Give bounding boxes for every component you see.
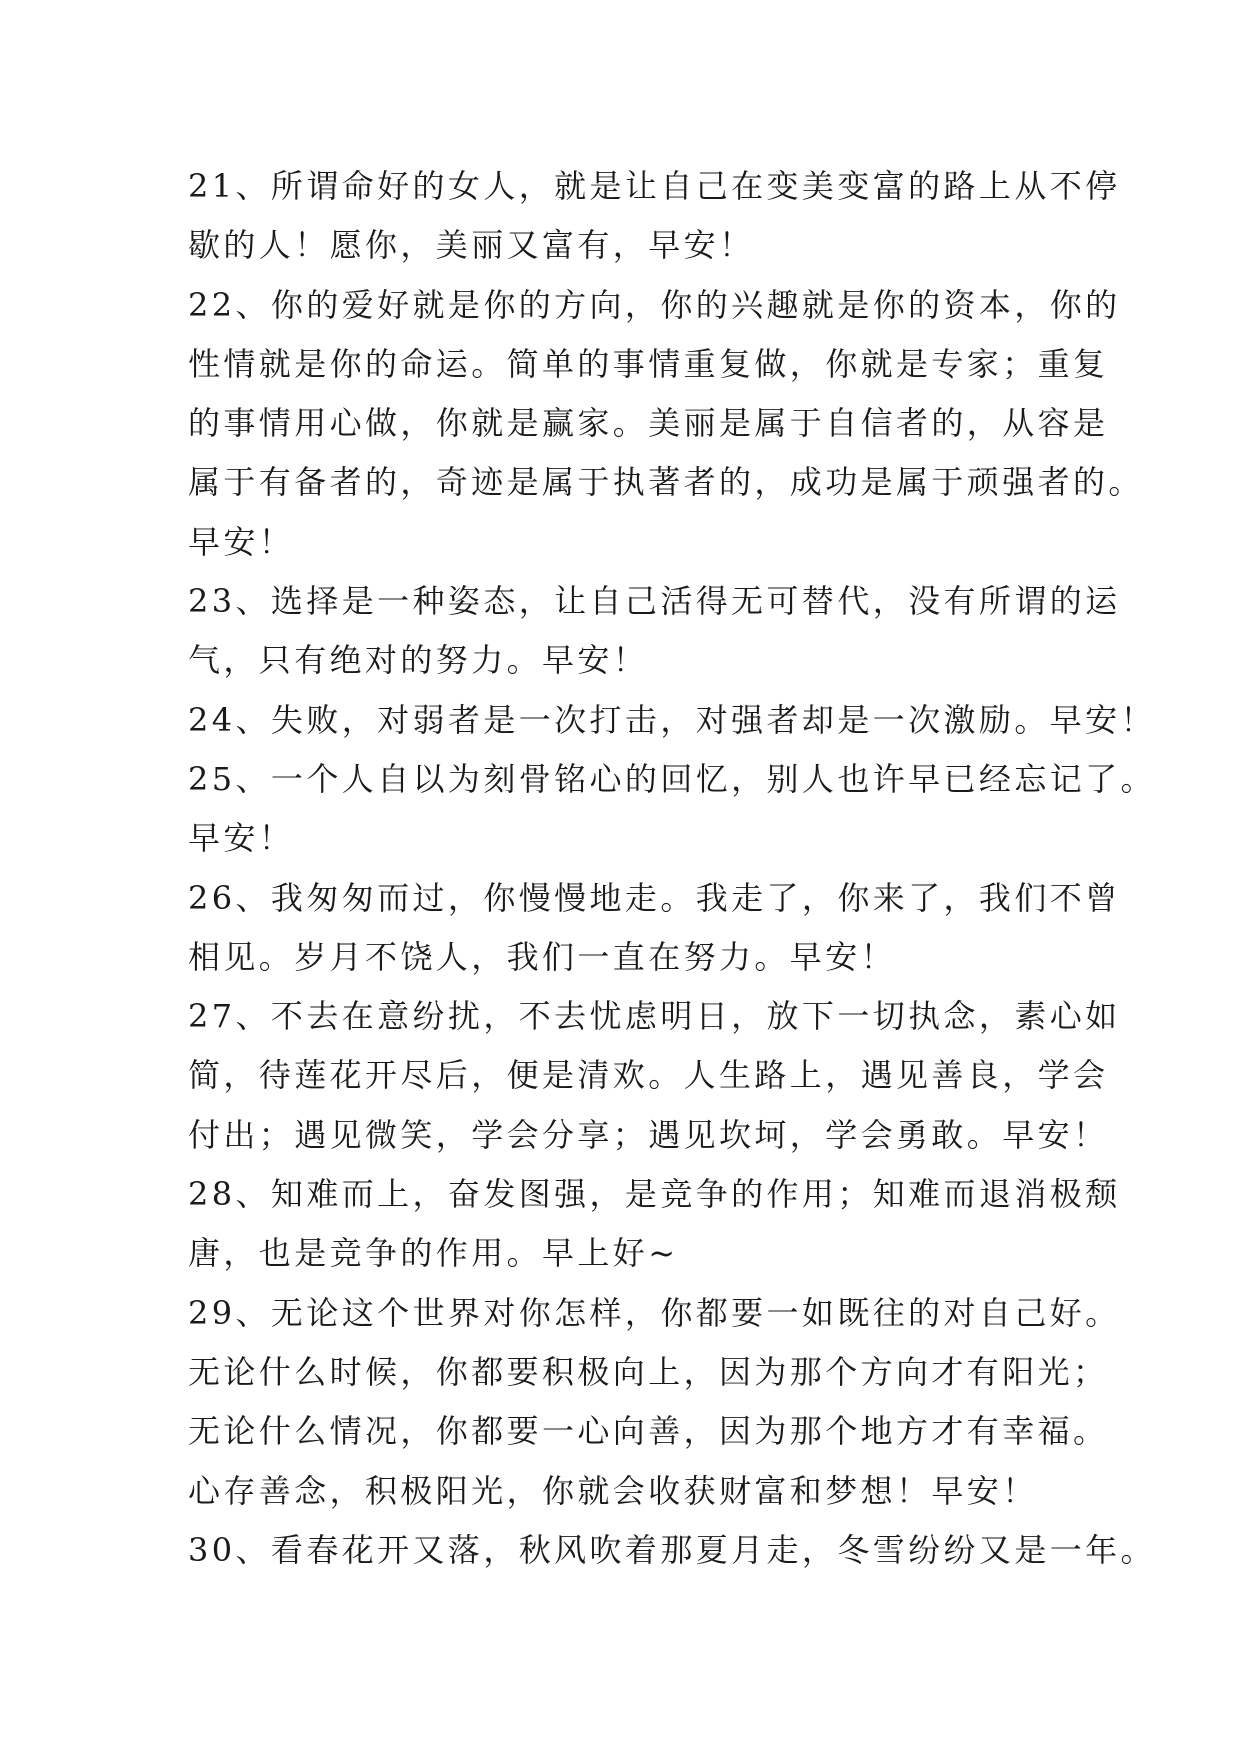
text-line: 唐，也是竞争的作用。早上好~ xyxy=(188,1234,679,1273)
text-line: 属于有备者的，奇迹是属于执著者的，成功是属于顽强者的。 xyxy=(188,463,1144,502)
text-line: 付出；遇见微笑，学会分享；遇见坎坷，学会勇敢。早安！ xyxy=(188,1115,1109,1154)
text-line: 的事情用心做，你就是赢家。美丽是属于自信者的，从容是 xyxy=(188,404,1109,443)
text-line: 22、你的爱好就是你的方向，你的兴趣就是你的资本，你的 xyxy=(188,285,1121,324)
text-line: 歇的人！愿你，美丽又富有，早安！ xyxy=(188,226,755,265)
text-line: 相见。岁月不饶人，我们一直在努力。早安！ xyxy=(188,937,897,976)
text-line: 早安！ xyxy=(188,522,295,561)
text-line: 27、不去在意纷扰，不去忧虑明日，放下一切执念，素心如 xyxy=(188,997,1121,1036)
text-line: 早安！ xyxy=(188,819,295,858)
text-line: 28、知难而上，奋发图强，是竞争的作用；知难而退消极颓 xyxy=(188,1175,1121,1214)
text-line: 24、失败，对弱者是一次打击，对强者却是一次激励。早安！ xyxy=(188,700,1156,739)
text-line: 26、我匆匆而过，你慢慢地走。我走了，你来了，我们不曾 xyxy=(188,878,1121,917)
text-line: 23、选择是一种姿态，让自己活得无可替代，没有所谓的运 xyxy=(188,582,1121,621)
text-line: 无论什么时候，你都要积极向上，因为那个方向才有阳光； xyxy=(188,1352,1109,1391)
text-line: 无论什么情况，你都要一心向善，因为那个地方才有幸福。 xyxy=(188,1412,1109,1451)
text-line: 25、一个人自以为刻骨铭心的回忆，别人也许早已经忘记了。 xyxy=(188,759,1156,798)
text-line: 气，只有绝对的努力。早安！ xyxy=(188,641,649,680)
document-body xyxy=(188,157,1156,1580)
text-line: 29、无论这个世界对你怎样，你都要一如既往的对自己好。 xyxy=(188,1293,1121,1332)
text-line: 30、看春花开又落，秋风吹着那夏月走，冬雪纷纷又是一年。 xyxy=(188,1530,1156,1569)
text-line: 心存善念，积极阳光，你就会收获财富和梦想！早安！ xyxy=(188,1471,1038,1510)
text-line: 简，待莲花开尽后，便是清欢。人生路上，遇见善良，学会 xyxy=(188,1056,1109,1095)
text-line: 21、所谓命好的女人，就是让自己在变美变富的路上从不停 xyxy=(188,167,1121,205)
text-line: 性情就是你的命运。简单的事情重复做，你就是专家；重复 xyxy=(188,344,1109,383)
